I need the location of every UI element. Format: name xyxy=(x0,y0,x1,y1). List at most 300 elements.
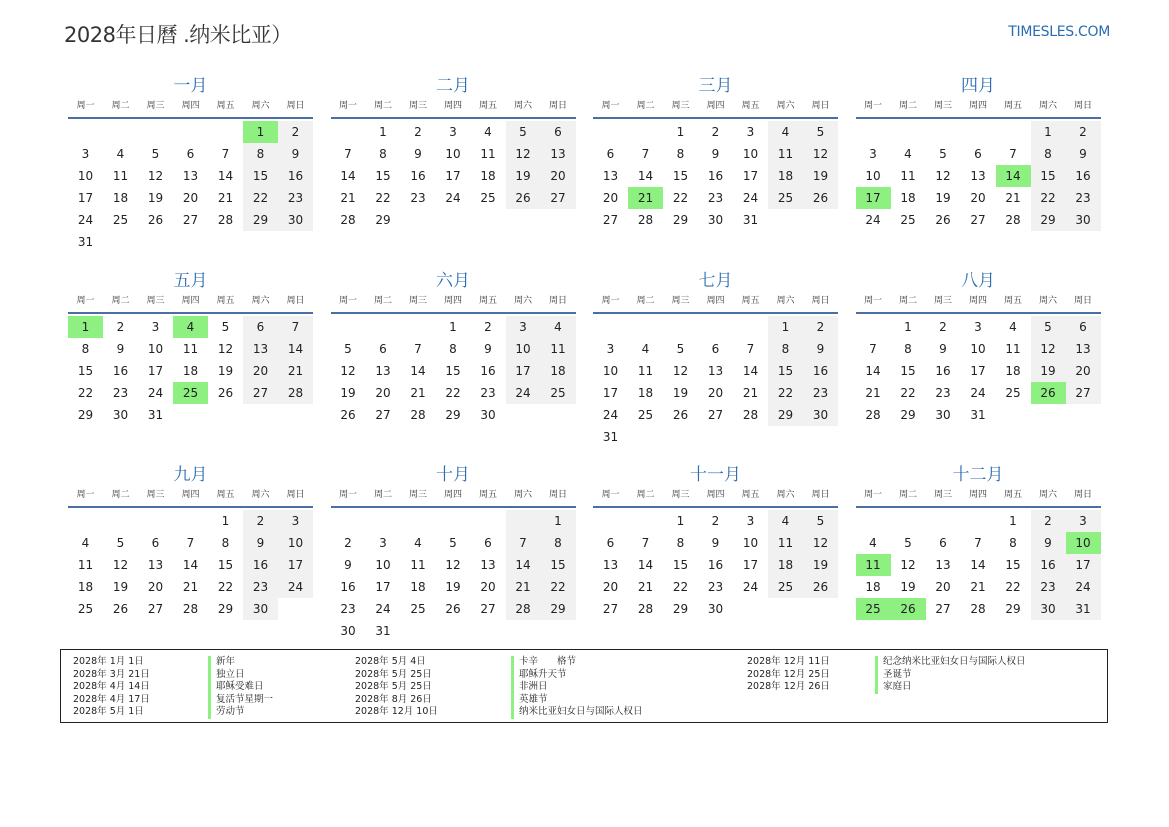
day-grid xyxy=(593,316,838,448)
day-cell: 21 xyxy=(637,580,654,594)
day-cell: 30 xyxy=(278,209,313,231)
weekday-header xyxy=(856,487,1101,503)
day-cell: 2 xyxy=(1066,121,1101,143)
day-cell: 29 xyxy=(243,209,278,231)
day-cell: 25 xyxy=(173,382,208,404)
weekday-label: 周四 xyxy=(181,101,200,111)
day-cell: 2 xyxy=(344,536,352,550)
day-cell: 14 xyxy=(506,554,541,576)
day-cell: 13 xyxy=(970,169,986,183)
empty-cell xyxy=(891,510,926,532)
empty-cell xyxy=(856,510,891,532)
holiday-date: 2028年 5月 25日 xyxy=(355,668,432,680)
weekday-label: 周二 xyxy=(111,490,130,500)
empty-cell xyxy=(733,316,768,338)
day-cell: 14 xyxy=(865,364,881,378)
day-cell: 25 xyxy=(768,576,803,598)
day-cell: 19 xyxy=(803,165,838,187)
month-divider xyxy=(593,312,838,314)
day-cell: 24 xyxy=(742,191,759,205)
empty-cell xyxy=(733,598,768,620)
weekday-label: 周三 xyxy=(146,490,165,500)
day-cell: 10 xyxy=(278,532,313,554)
month-block xyxy=(68,269,313,426)
weekday-header xyxy=(856,293,1101,309)
day-cell: 15 xyxy=(900,364,916,378)
day-grid xyxy=(856,121,1101,231)
day-cell: 12 xyxy=(803,143,838,165)
day-cell: 9 xyxy=(278,143,313,165)
day-cell: 24 xyxy=(602,408,619,422)
day-cell: 6 xyxy=(243,316,278,338)
day-cell: 21 xyxy=(1005,191,1021,205)
empty-cell xyxy=(803,426,838,448)
weekday-label: 周日 xyxy=(811,296,830,306)
day-cell: 26 xyxy=(803,187,838,209)
weekday-label: 周四 xyxy=(968,296,987,306)
weekday-label: 周四 xyxy=(706,296,725,306)
day-cell: 6 xyxy=(711,342,720,356)
day-cell: 22 xyxy=(768,382,803,404)
day-cell: 6 xyxy=(974,147,982,161)
day-cell: 10 xyxy=(506,338,541,360)
empty-cell xyxy=(768,426,803,448)
week-row xyxy=(593,598,838,620)
month-block xyxy=(331,269,576,426)
day-cell: 2 xyxy=(484,320,492,334)
weekday-label: 周五 xyxy=(478,101,497,111)
day-cell: 4 xyxy=(768,510,803,532)
month-name: 十一月 xyxy=(690,465,741,485)
day-cell: 1 xyxy=(768,316,803,338)
day-cell: 22 xyxy=(217,580,234,594)
day-cell: 25 xyxy=(768,187,803,209)
calendar-title: 2028年日曆 .纳米比亚） xyxy=(64,23,292,47)
month-divider xyxy=(68,312,313,314)
day-cell: 7 xyxy=(414,342,422,356)
day-cell: 5 xyxy=(151,147,160,161)
week-row xyxy=(593,576,838,598)
day-cell: 18 xyxy=(768,165,803,187)
holiday-name: 家庭日 xyxy=(875,681,1026,694)
week-row xyxy=(593,165,838,187)
day-cell: 27 xyxy=(182,213,199,227)
empty-cell xyxy=(68,121,103,143)
day-cell: 3 xyxy=(278,510,313,532)
weekday-label: 周五 xyxy=(741,490,760,500)
month-block xyxy=(331,74,576,231)
day-cell: 12 xyxy=(935,169,951,183)
day-cell: 16 xyxy=(410,169,426,183)
week-row xyxy=(856,143,1101,165)
empty-cell xyxy=(541,209,576,231)
day-cell: 19 xyxy=(147,191,164,205)
day-cell: 1 xyxy=(243,121,278,143)
empty-cell xyxy=(628,510,663,532)
day-cell: 24 xyxy=(1066,576,1101,598)
day-cell: 30 xyxy=(935,408,951,422)
weekday-label: 周三 xyxy=(408,490,427,500)
day-cell: 4 xyxy=(1009,320,1017,334)
holiday-name: 独立日 xyxy=(208,669,273,682)
day-cell: 4 xyxy=(116,147,125,161)
day-cell: 12 xyxy=(445,558,461,572)
day-cell: 11 xyxy=(112,169,129,183)
weekday-label: 周五 xyxy=(216,296,235,306)
week-row xyxy=(593,338,838,360)
week-row xyxy=(68,316,313,338)
empty-cell xyxy=(331,316,366,338)
day-cell: 25 xyxy=(112,213,129,227)
week-row xyxy=(331,187,576,209)
weekday-label: 周一 xyxy=(76,101,95,111)
day-cell: 28 xyxy=(217,213,234,227)
empty-cell xyxy=(243,404,278,426)
week-row xyxy=(331,165,576,187)
brand-logo-text[interactable]: TIMESLES.COM xyxy=(1008,24,1110,40)
day-cell: 24 xyxy=(865,213,881,227)
weekday-header xyxy=(68,98,313,114)
empty-cell xyxy=(103,510,138,532)
empty-cell xyxy=(996,404,1031,426)
day-cell: 26 xyxy=(340,408,356,422)
weekday-label: 周日 xyxy=(811,101,830,111)
weekday-label: 周日 xyxy=(811,490,830,500)
day-cell: 1 xyxy=(676,514,685,528)
empty-cell xyxy=(103,121,138,143)
day-grid xyxy=(331,510,576,642)
weekday-label: 周三 xyxy=(671,490,690,500)
day-cell: 14 xyxy=(637,558,654,572)
day-cell: 5 xyxy=(803,510,838,532)
month-block xyxy=(856,463,1101,620)
day-cell: 3 xyxy=(81,147,90,161)
day-cell: 29 xyxy=(1005,602,1021,616)
day-cell: 12 xyxy=(1031,338,1066,360)
day-cell: 14 xyxy=(182,558,199,572)
day-cell: 11 xyxy=(900,169,916,183)
day-cell: 26 xyxy=(672,408,689,422)
weekday-label: 周六 xyxy=(251,490,270,500)
day-cell: 20 xyxy=(602,191,619,205)
month-divider xyxy=(331,312,576,314)
empty-cell xyxy=(366,510,401,532)
holiday-date: 2028年 12月 10日 xyxy=(355,706,438,717)
month-divider xyxy=(68,506,313,508)
day-cell: 1 xyxy=(379,125,387,139)
empty-cell xyxy=(173,231,208,253)
day-cell: 19 xyxy=(900,580,916,594)
month-block xyxy=(331,463,576,642)
day-cell: 2 xyxy=(803,316,838,338)
day-cell: 28 xyxy=(970,602,986,616)
weekday-label: 周二 xyxy=(111,296,130,306)
day-cell: 30 xyxy=(480,408,496,422)
day-cell: 27 xyxy=(602,213,619,227)
day-cell: 1 xyxy=(904,320,912,334)
week-row xyxy=(331,404,576,426)
day-cell: 4 xyxy=(641,342,650,356)
day-cell: 27 xyxy=(970,213,986,227)
day-cell: 9 xyxy=(1066,143,1101,165)
empty-cell xyxy=(698,426,733,448)
day-cell: 31 xyxy=(77,235,94,249)
weekday-label: 周日 xyxy=(1073,101,1092,111)
day-grid xyxy=(593,510,838,620)
empty-cell xyxy=(401,209,436,231)
day-cell: 26 xyxy=(935,213,951,227)
weekday-label: 周五 xyxy=(741,296,760,306)
week-row xyxy=(68,598,313,620)
weekday-label: 周四 xyxy=(443,101,462,111)
day-cell: 8 xyxy=(81,342,90,356)
day-cell: 23 xyxy=(1031,576,1066,598)
week-row xyxy=(331,121,576,143)
day-cell: 1 xyxy=(1031,121,1066,143)
empty-cell xyxy=(961,510,996,532)
day-cell: 20 xyxy=(970,191,986,205)
holiday-date: 2028年 4月 17日 xyxy=(73,693,150,705)
day-cell: 12 xyxy=(803,532,838,554)
day-cell: 17 xyxy=(147,364,164,378)
day-cell: 1 xyxy=(1009,514,1017,528)
day-cell: 28 xyxy=(506,598,541,620)
day-cell: 1 xyxy=(541,510,576,532)
holiday-date: 2028年 5月 4日 xyxy=(355,656,426,667)
empty-cell xyxy=(593,121,628,143)
day-cell: 12 xyxy=(672,364,689,378)
day-cell: 31 xyxy=(602,430,619,444)
day-cell: 31 xyxy=(375,624,391,638)
day-cell: 4 xyxy=(869,536,877,550)
weekday-label: 周一 xyxy=(338,490,357,500)
empty-cell xyxy=(331,510,366,532)
day-cell: 29 xyxy=(217,602,234,616)
day-cell: 7 xyxy=(746,342,755,356)
day-cell: 18 xyxy=(541,360,576,382)
day-cell: 28 xyxy=(410,408,426,422)
day-cell: 5 xyxy=(803,121,838,143)
week-row xyxy=(331,620,576,642)
day-cell: 13 xyxy=(541,143,576,165)
day-cell: 19 xyxy=(672,386,689,400)
day-cell: 5 xyxy=(344,342,352,356)
day-cell: 2 xyxy=(243,510,278,532)
day-cell: 15 xyxy=(77,364,94,378)
weekday-label: 周五 xyxy=(478,296,497,306)
empty-cell xyxy=(103,231,138,253)
day-grid xyxy=(68,121,313,253)
month-block xyxy=(593,74,838,231)
weekday-label: 周五 xyxy=(1003,101,1022,111)
day-cell: 8 xyxy=(1009,536,1017,550)
day-cell: 6 xyxy=(484,536,492,550)
weekday-header xyxy=(331,487,576,503)
day-cell: 24 xyxy=(445,191,461,205)
empty-cell xyxy=(541,620,576,642)
day-cell: 20 xyxy=(707,386,724,400)
week-row xyxy=(856,209,1101,231)
day-cell: 10 xyxy=(970,342,986,356)
week-row xyxy=(593,532,838,554)
empty-cell xyxy=(768,209,803,231)
week-row xyxy=(331,338,576,360)
week-row xyxy=(68,532,313,554)
legend-dates xyxy=(747,656,830,694)
empty-cell xyxy=(663,426,698,448)
weekday-label: 周四 xyxy=(968,490,987,500)
day-cell: 11 xyxy=(768,532,803,554)
day-cell: 25 xyxy=(900,213,916,227)
day-cell: 31 xyxy=(147,408,164,422)
day-cell: 8 xyxy=(768,338,803,360)
day-cell: 8 xyxy=(676,536,685,550)
empty-cell xyxy=(278,404,313,426)
day-cell: 21 xyxy=(506,576,541,598)
legend-dates xyxy=(73,656,150,719)
weekday-label: 周日 xyxy=(286,101,305,111)
day-cell: 17 xyxy=(445,169,461,183)
day-cell: 3 xyxy=(506,316,541,338)
day-cell: 29 xyxy=(1031,209,1066,231)
weekday-label: 周五 xyxy=(1003,296,1022,306)
day-cell: 17 xyxy=(742,558,759,572)
day-cell: 11 xyxy=(541,338,576,360)
weekday-label: 周六 xyxy=(251,101,270,111)
day-cell: 20 xyxy=(243,360,278,382)
day-cell: 26 xyxy=(803,576,838,598)
day-cell: 9 xyxy=(484,342,492,356)
weekday-label: 周三 xyxy=(933,490,952,500)
month-block xyxy=(856,269,1101,426)
day-cell: 7 xyxy=(344,147,352,161)
weekday-label: 周三 xyxy=(408,101,427,111)
day-cell: 17 xyxy=(278,554,313,576)
weekday-label: 周一 xyxy=(76,490,95,500)
week-row xyxy=(856,598,1101,620)
weekday-header xyxy=(331,98,576,114)
weekday-label: 周二 xyxy=(373,490,392,500)
week-row xyxy=(593,382,838,404)
weekday-label: 周日 xyxy=(548,101,567,111)
day-cell: 8 xyxy=(904,342,912,356)
day-cell: 16 xyxy=(243,554,278,576)
weekday-label: 周三 xyxy=(408,296,427,306)
day-cell: 7 xyxy=(1009,147,1017,161)
day-cell: 12 xyxy=(147,169,164,183)
day-cell: 4 xyxy=(81,536,90,550)
day-cell: 18 xyxy=(410,580,426,594)
month-name: 三月 xyxy=(698,76,733,96)
empty-cell xyxy=(593,510,628,532)
day-cell: 31 xyxy=(970,408,986,422)
week-row xyxy=(68,576,313,598)
day-cell: 25 xyxy=(480,191,496,205)
day-cell: 7 xyxy=(974,536,982,550)
legend-names xyxy=(875,656,1026,694)
day-cell: 19 xyxy=(935,191,951,205)
day-cell: 19 xyxy=(112,580,129,594)
weekday-label: 周一 xyxy=(863,101,882,111)
month-name: 四月 xyxy=(961,76,995,96)
day-cell: 2 xyxy=(711,514,720,528)
day-cell: 22 xyxy=(445,386,461,400)
day-cell: 2 xyxy=(711,125,720,139)
day-cell: 5 xyxy=(116,536,125,550)
legend-names xyxy=(208,656,273,719)
day-cell: 3 xyxy=(869,147,877,161)
weekday-label: 周三 xyxy=(146,296,165,306)
day-cell: 14 xyxy=(970,558,986,572)
empty-cell xyxy=(698,316,733,338)
empty-cell xyxy=(436,209,471,231)
day-cell: 12 xyxy=(112,558,129,572)
day-cell: 23 xyxy=(340,602,356,616)
day-cell: 15 xyxy=(445,364,461,378)
week-row xyxy=(593,360,838,382)
day-cell: 23 xyxy=(410,191,426,205)
day-cell: 24 xyxy=(506,382,541,404)
day-cell: 5 xyxy=(1031,316,1066,338)
week-row xyxy=(856,576,1101,598)
day-grid xyxy=(331,121,576,231)
day-cell: 21 xyxy=(628,187,663,209)
day-cell: 11 xyxy=(856,554,891,576)
day-cell: 21 xyxy=(340,191,356,205)
day-cell: 21 xyxy=(182,580,199,594)
empty-cell xyxy=(243,231,278,253)
week-row xyxy=(68,165,313,187)
holiday-date: 2028年 8月 26日 xyxy=(355,693,432,705)
day-cell: 23 xyxy=(243,576,278,598)
day-cell: 5 xyxy=(939,147,947,161)
empty-cell xyxy=(733,426,768,448)
week-row xyxy=(593,143,838,165)
weekday-label: 周六 xyxy=(776,296,795,306)
day-cell: 11 xyxy=(480,147,496,161)
holiday-name: 耶稣受难日 xyxy=(208,681,273,694)
holiday-date: 2028年 4月 14日 xyxy=(73,681,150,692)
day-cell: 28 xyxy=(1005,213,1021,227)
day-cell: 9 xyxy=(1031,532,1066,554)
week-row xyxy=(331,360,576,382)
weekday-label: 周二 xyxy=(898,296,917,306)
day-grid xyxy=(331,316,576,426)
day-cell: 26 xyxy=(506,187,541,209)
day-cell: 5 xyxy=(904,536,912,550)
day-cell: 3 xyxy=(746,514,755,528)
day-cell: 22 xyxy=(375,191,391,205)
day-cell: 9 xyxy=(711,147,720,161)
month-block xyxy=(593,463,838,620)
day-cell: 2 xyxy=(278,121,313,143)
empty-cell xyxy=(768,598,803,620)
day-cell: 25 xyxy=(856,598,891,620)
day-cell: 4 xyxy=(768,121,803,143)
month-divider xyxy=(593,506,838,508)
weekday-header xyxy=(593,487,838,503)
day-cell: 31 xyxy=(742,213,759,227)
weekday-label: 周三 xyxy=(671,296,690,306)
day-cell: 17 xyxy=(742,169,759,183)
empty-cell xyxy=(663,316,698,338)
weekday-label: 周日 xyxy=(286,296,305,306)
months-grid xyxy=(68,74,1102,644)
weekday-label: 周一 xyxy=(76,296,95,306)
day-cell: 4 xyxy=(904,147,912,161)
day-cell: 15 xyxy=(672,169,689,183)
day-cell: 13 xyxy=(602,558,619,572)
